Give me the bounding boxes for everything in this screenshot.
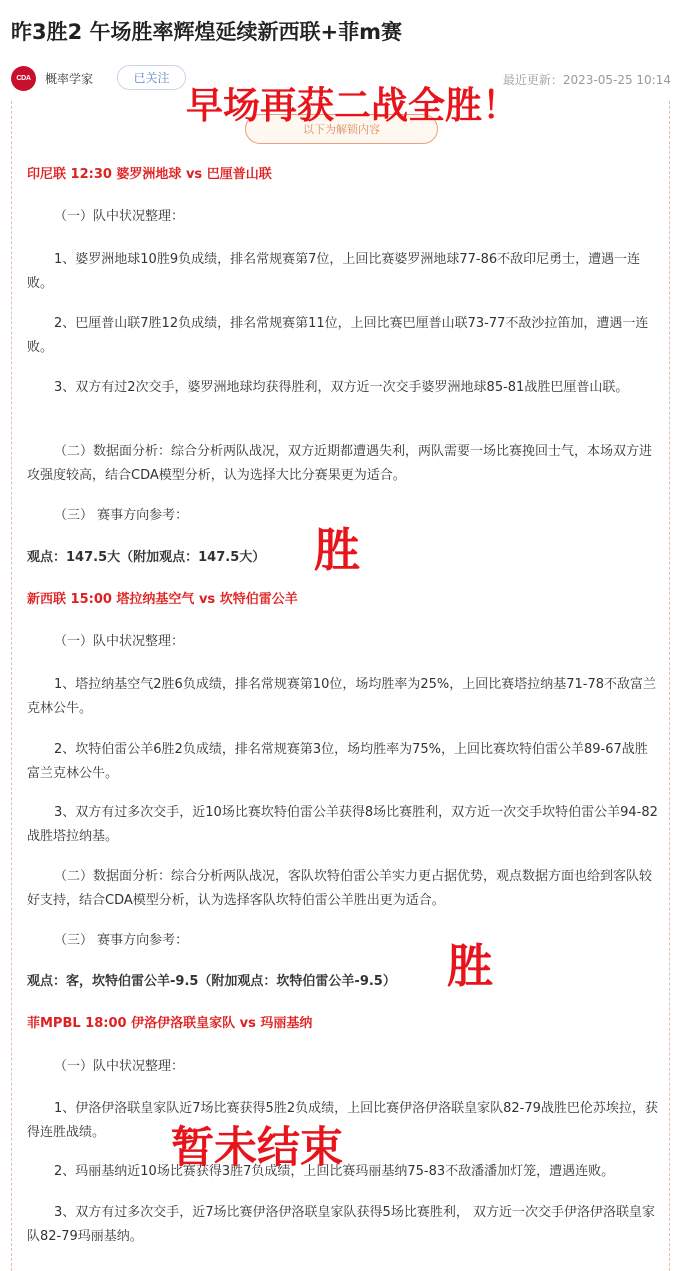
author-name[interactable]: 概率学家	[45, 72, 94, 86]
match-2-para-2: 2、坎特伯雷公羊6胜2负成绩，排名常规赛第3位，场均胜率为75%，上回比赛坎特伯雷公羊89-67战胜富兰克林公牛。	[27, 742, 648, 781]
match-3-para-2: 2、玛丽基纳近10场比赛获得3胜7负成绩，上回比赛玛丽基纳75-83不敌潘潘加灯笼，遭遇连败。	[54, 1164, 615, 1179]
match-3-para-3: 3、双方有过多次交手，近7场比赛伊洛伊洛联皇家队获得5场比赛胜利， 双方近一次交手伊洛伊洛联皇家队82-79玛丽基纳。	[27, 1205, 655, 1244]
match-1-para-3: 3、双方有过2次交手，婆罗洲地球均获得胜利，双方近一次交手婆罗洲地球85-81战胜巴厘普山联。	[54, 380, 629, 395]
match-2-header: 新西联 15:00 塔拉纳基空气 vs 坎特伯雷公羊	[27, 592, 298, 607]
match-2-para-1: 1、塔拉纳基空气2胜6负成绩，排名常规赛第10位，场均胜率为25%，上回比赛塔拉纳基71-78不敌富兰克林公牛。	[27, 677, 657, 716]
match-2-direction-heading: （三） 赛事方向参考：	[54, 933, 189, 948]
match-3-section-status: （一）队中状况整理：	[54, 1059, 185, 1074]
author-logo[interactable]: CDA	[11, 66, 36, 91]
top-banner-overlay: 早场再获二战全胜！	[186, 85, 519, 126]
last-updated: 最近更新：2023-05-25 10:14	[502, 73, 671, 87]
match-1-para-1: 1、婆罗洲地球10胜9负成绩，排名常规赛第7位，上回比赛婆罗洲地球77-86不敌印尼勇士，遭遇一连败。	[27, 252, 641, 291]
pending-stamp-match-3: 暂未结束	[171, 1124, 343, 1172]
match-2-data-analysis: （二）数据面分析：综合分析两队战况，客队坎特伯雷公羊实力更占据优势，观点数据方面也给到客队较好支持，结合CDA模型分析，认为选择客队坎特伯雷公羊胜出更为适合。	[27, 869, 653, 908]
match-1-para-2: 2、巴厘普山联7胜12负成绩，排名常规赛第11位，上回比赛巴厘普山联73-77不敌沙拉笛加，遭遇一连败。	[27, 316, 649, 355]
match-1-direction-heading: （三） 赛事方向参考：	[54, 508, 189, 523]
match-1-section-status: （一）队中状况整理：	[54, 209, 185, 224]
match-1-view: 观点：147.5大（附加观点：147.5大）	[27, 550, 266, 565]
match-1-header: 印尼联 12:30 婆罗洲地球 vs 巴厘普山联	[27, 167, 272, 182]
match-2-view: 观点：客，坎特伯雷公羊-9.5（附加观点：坎特伯雷公羊-9.5）	[27, 974, 396, 989]
match-2-para-3: 3、双方有过多次交手，近10场比赛坎特伯雷公羊获得8场比赛胜利，双方近一次交手坎特伯雷公羊94-82战胜塔拉纳基。	[27, 805, 658, 844]
article-title: 昨3胜2 午场胜率辉煌延续新西联+菲m赛	[11, 20, 403, 44]
unlock-content-button[interactable]: 以下为解锁内容	[245, 114, 438, 144]
match-3-header: 菲MPBL 18:00 伊洛伊洛联皇家队 vs 玛丽基纳	[27, 1016, 313, 1031]
match-3-para-1: 1、伊洛伊洛联皇家队近7场比赛获得5胜2负成绩，上回比赛伊洛伊洛联皇家队82-79战胜巴伦苏埃拉，获得连胜战绩。	[27, 1101, 658, 1140]
win-stamp-match-1: 胜	[314, 524, 360, 576]
follow-button[interactable]: 已关注	[117, 65, 186, 90]
match-2-section-status: （一）队中状况整理：	[54, 634, 185, 649]
win-stamp-match-2: 胜	[447, 940, 493, 992]
match-1-data-analysis: （二）数据面分析：综合分析两队战况，双方近期都遭遇失利，两队需要一场比赛挽回士气，本场双方进攻强度较高，结合CDA模型分析，认为选择大比分赛果更为适合。	[27, 444, 653, 483]
